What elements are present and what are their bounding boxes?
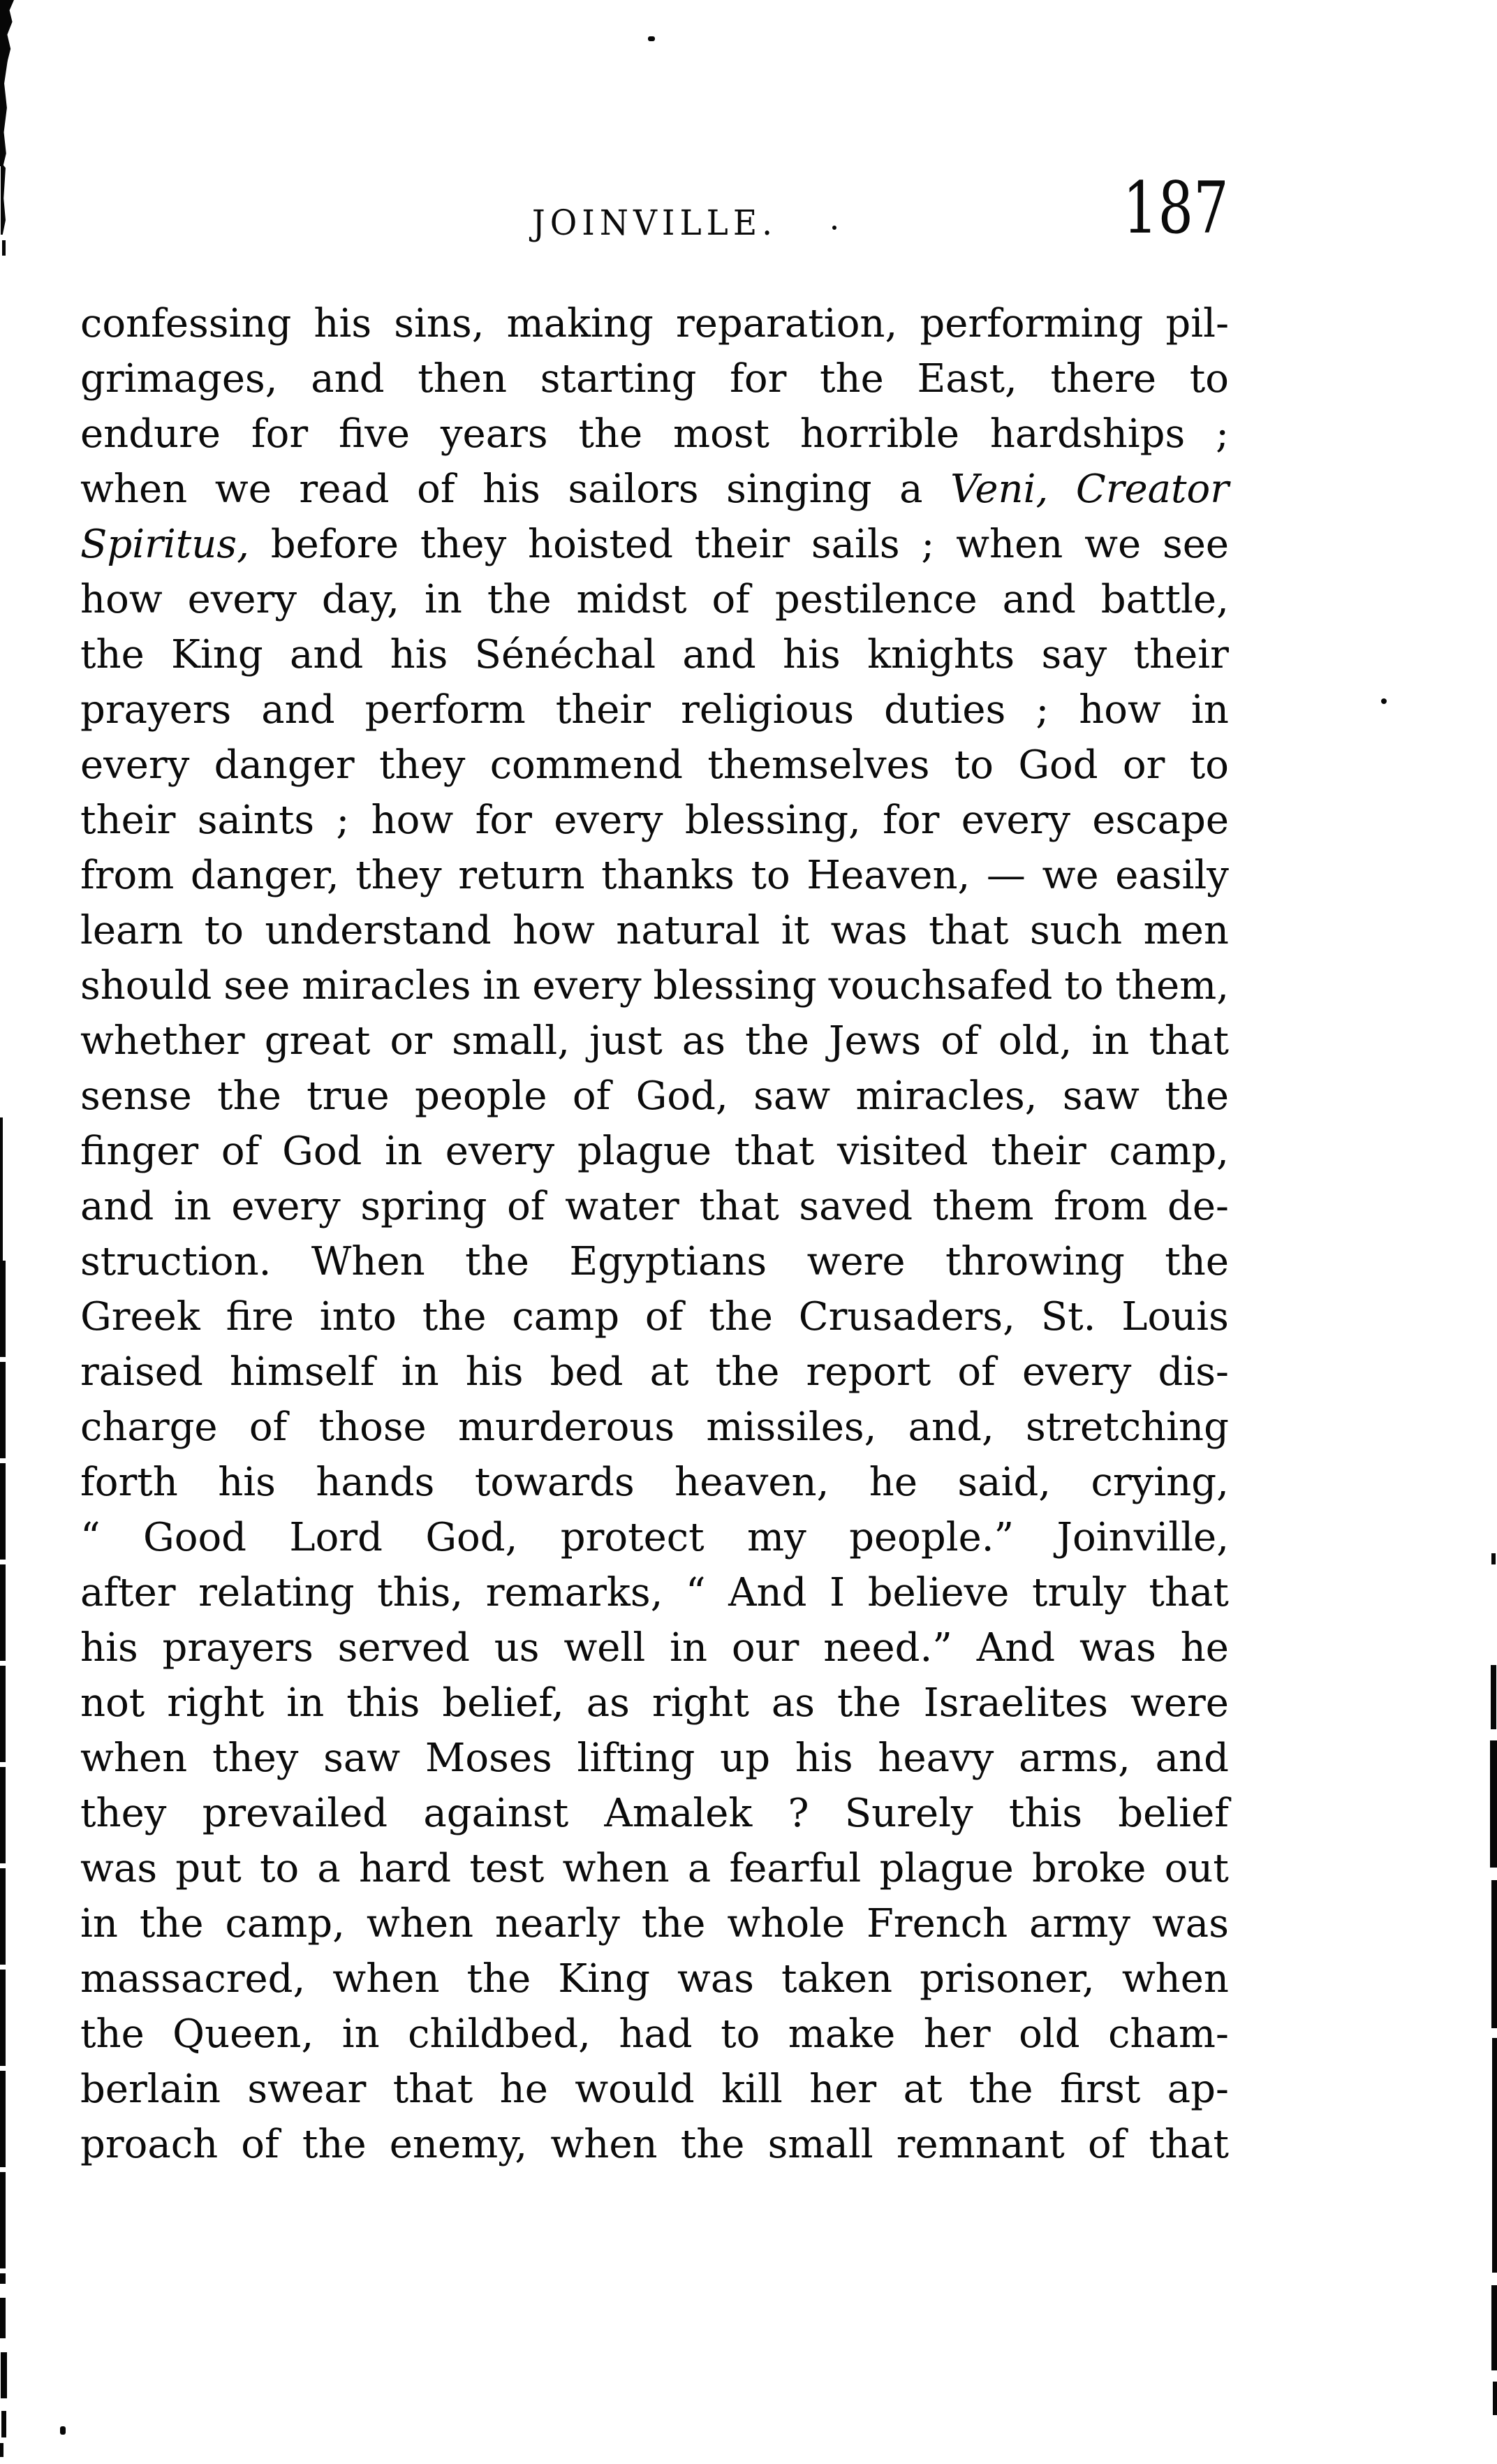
text-line: whether great or small, just as the Jews of old, in that	[80, 1018, 1229, 1064]
text-line: “ Good Lord God, protect my people.” Joinville,	[80, 1515, 1229, 1560]
text-line: Spiritus, before they hoisted their sails ; when we see	[80, 522, 1229, 567]
scan-artifact-left-bottom	[1, 2352, 7, 2398]
text-line: endure for five years the most horrible hardships ;	[80, 411, 1229, 457]
scan-speck	[648, 36, 655, 41]
scan-artifact-left-top	[0, 60, 8, 166]
scan-artifact-right-edge	[1491, 1665, 1496, 1729]
text-line: their saints ; how for every blessing, for every escape	[80, 798, 1229, 843]
text-line: in the camp, when nearly the whole French army was	[80, 1901, 1229, 1946]
scan-artifact-left-bottom	[0, 2298, 6, 2338]
text-line: berlain swear that he would kill her at the first ap-	[80, 2067, 1229, 2112]
scan-artifact-left-bottom	[0, 2443, 3, 2457]
text-line: and in every spring of water that saved them from de-	[80, 1184, 1229, 1229]
scan-artifact-right-edge	[1491, 2285, 1497, 2370]
scan-artifact-left-top	[1, 162, 6, 235]
text-line: grimages, and then starting for the East, there to	[80, 356, 1229, 402]
text-line: finger of God in every plague that visited their camp,	[80, 1129, 1229, 1174]
text-line: confessing his sins, making reparation, performing pil-	[80, 301, 1229, 346]
text-line: not right in this belief, as right as the Israelites were	[80, 1680, 1229, 1726]
scan-artifact-left-edge	[0, 1117, 3, 1263]
text-line: from danger, they return thanks to Heaven, — we easily	[80, 853, 1229, 898]
scan-artifact-left-bottom	[1, 2411, 6, 2437]
text-line: the Queen, in childbed, had to make her old cham-	[80, 2011, 1229, 2057]
running-title: JOINVILLE.	[531, 203, 778, 244]
text-line: how every day, in the midst of pestilence and battle,	[80, 577, 1229, 622]
page-number: 187	[1123, 167, 1229, 250]
text-line: proach of the enemy, when the small remnant of that	[80, 2122, 1229, 2167]
scan-artifact-right-edge	[1491, 1880, 1497, 2028]
text-line: when we read of his sailors singing a Veni, Creator	[80, 467, 1229, 512]
text-line: should see miracles in every blessing vouchsafed to them,	[80, 963, 1229, 1009]
scan-artifact-right-edge	[1493, 2382, 1497, 2415]
scan-artifact-right-edge	[1491, 1553, 1496, 1564]
scan-speck	[1381, 698, 1387, 704]
text-line: they prevailed against Amalek ? Surely this belief	[80, 1791, 1229, 1836]
text-line: every danger they commend themselves to God or to	[80, 742, 1229, 788]
text-line: raised himself in his bed at the report of every dis-	[80, 1349, 1229, 1395]
text-line: sense the true people of God, saw miracles, saw the	[80, 1073, 1229, 1119]
text-line: when they saw Moses lifting up his heavy arms, and	[80, 1736, 1229, 1781]
text-line: the King and his Sénéchal and his knights say their	[80, 632, 1229, 677]
text-line: struction. When the Egyptians were throwing the	[80, 1239, 1229, 1284]
body-text	[80, 296, 1229, 2172]
text-line: after relating this, remarks, “ And I believe truly that	[80, 1570, 1229, 1615]
scan-artifact-left-edge	[0, 1261, 6, 2284]
text-line: learn to understand how natural it was that such men	[80, 908, 1229, 953]
scan-artifact-left-top	[2, 240, 6, 256]
scan-artifact-right-edge	[1490, 1740, 1497, 1868]
text-line: forth his hands towards heaven, he said, crying,	[80, 1460, 1229, 1505]
text-line: his prayers served us well in our need.” And was he	[80, 1625, 1229, 1671]
text-line: Greek fire into the camp of the Crusaders, St. Louis	[80, 1294, 1229, 1340]
text-line: charge of those murderous missiles, and, stretching	[80, 1405, 1229, 1450]
text-line: prayers and perform their religious duties ; how in	[80, 687, 1229, 733]
text-line: was put to a hard test when a fearful plague broke out	[80, 1846, 1229, 1891]
scan-artifact-right-edge	[1492, 2038, 1497, 2273]
scan-speck	[60, 2426, 66, 2435]
page-header	[80, 167, 1229, 260]
text-line: massacred, when the King was taken prisoner, when	[80, 1956, 1229, 2002]
scan-artifact-left-top	[0, 0, 14, 64]
